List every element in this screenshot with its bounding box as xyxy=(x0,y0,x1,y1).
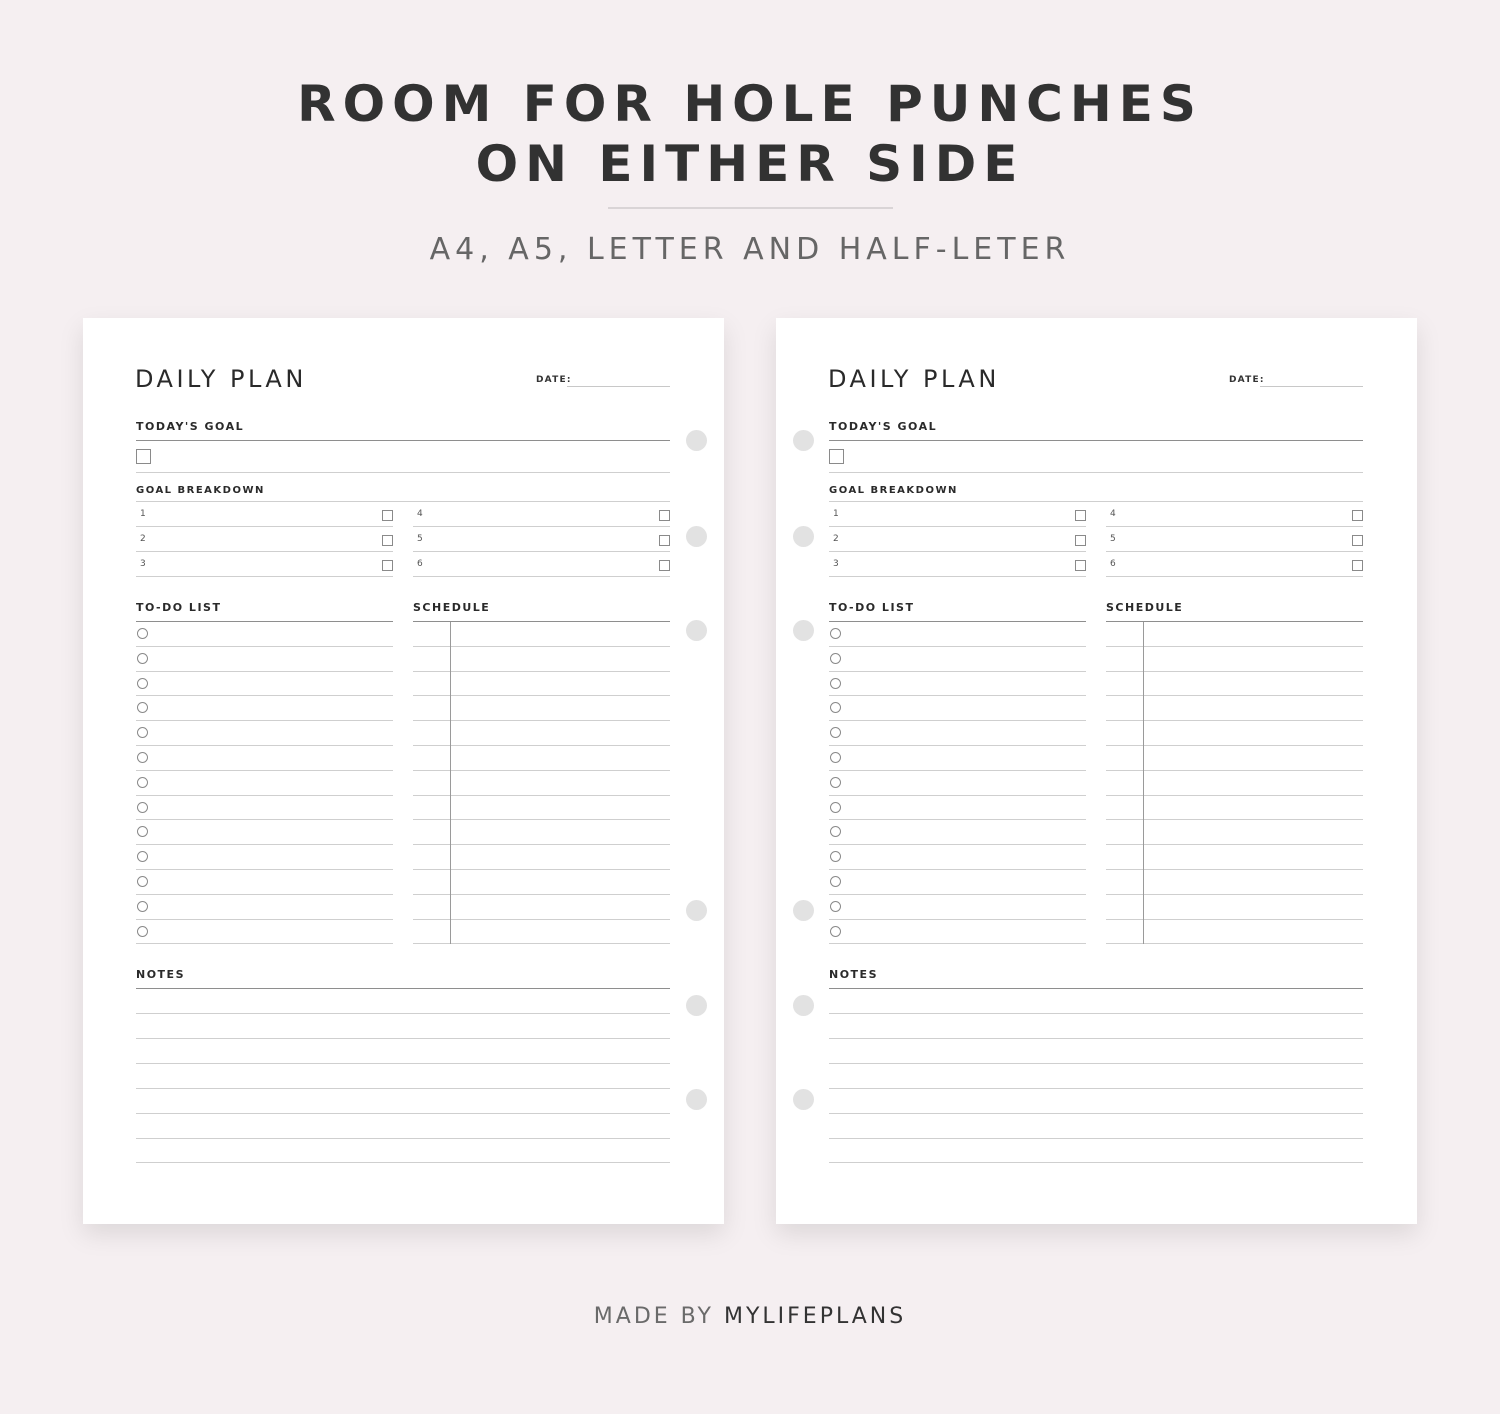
breakdown-number: 6 xyxy=(417,559,423,569)
breakdown-checkbox[interactable] xyxy=(659,535,670,546)
todo-checkbox-circle[interactable] xyxy=(137,901,148,912)
schedule-line xyxy=(1106,943,1363,944)
hole-punch xyxy=(686,995,707,1016)
schedule-line xyxy=(413,819,670,820)
todo-line xyxy=(136,919,393,920)
goal-checkbox[interactable] xyxy=(136,449,151,464)
breakdown-number: 3 xyxy=(833,559,839,569)
goal-checkbox[interactable] xyxy=(829,449,844,464)
notes-line xyxy=(829,1138,1363,1139)
breakdown-number: 2 xyxy=(140,534,146,544)
schedule-line xyxy=(1106,894,1363,895)
schedule-line xyxy=(413,943,670,944)
breakdown-checkbox[interactable] xyxy=(1352,510,1363,521)
schedule-line xyxy=(1106,869,1363,870)
notes-line xyxy=(829,1113,1363,1114)
breakdown-checkbox[interactable] xyxy=(382,510,393,521)
breakdown-checkbox[interactable] xyxy=(382,560,393,571)
todo-checkbox-circle[interactable] xyxy=(830,802,841,813)
notes-line xyxy=(136,1063,670,1064)
notes-line xyxy=(829,1162,1363,1163)
todo-checkbox-circle[interactable] xyxy=(137,653,148,664)
schedule-line xyxy=(1106,844,1363,845)
todo-checkbox-circle[interactable] xyxy=(137,876,148,887)
breakdown-line xyxy=(136,551,393,552)
schedule-rule xyxy=(413,621,670,622)
breakdown-line xyxy=(136,576,393,577)
breakdown-checkbox[interactable] xyxy=(1075,560,1086,571)
subtitle: A4, A5, LETTER AND HALF-LETER xyxy=(429,232,1071,267)
section-todays-goal: TODAY'S GOAL xyxy=(136,420,245,433)
schedule-time-divider xyxy=(450,622,451,944)
breakdown-line xyxy=(829,551,1086,552)
schedule-line xyxy=(1106,720,1363,721)
todo-line xyxy=(829,795,1086,796)
breakdown-line xyxy=(413,551,670,552)
todo-line xyxy=(829,919,1086,920)
todo-checkbox-circle[interactable] xyxy=(830,702,841,713)
schedule-line xyxy=(1106,770,1363,771)
notes-rule xyxy=(829,988,1363,989)
goal-line xyxy=(829,472,1363,473)
schedule-line xyxy=(413,919,670,920)
todo-line xyxy=(829,770,1086,771)
todo-checkbox-circle[interactable] xyxy=(830,752,841,763)
hole-punch xyxy=(686,900,707,921)
goal-line xyxy=(136,472,670,473)
breakdown-number: 4 xyxy=(1110,509,1116,519)
schedule-line xyxy=(413,646,670,647)
breakdown-checkbox[interactable] xyxy=(1075,535,1086,546)
footer-prefix: MADE BY xyxy=(593,1304,714,1329)
headline-line-1: ROOM FOR HOLE PUNCHES xyxy=(297,75,1203,133)
schedule-line xyxy=(1106,695,1363,696)
page-title: DAILY PLAN xyxy=(135,365,307,393)
schedule-line xyxy=(413,844,670,845)
todo-line xyxy=(136,844,393,845)
breakdown-checkbox[interactable] xyxy=(382,535,393,546)
schedule-line xyxy=(413,869,670,870)
todo-checkbox-circle[interactable] xyxy=(137,727,148,738)
notes-line xyxy=(136,1162,670,1163)
planner-page-left xyxy=(83,318,724,1224)
todo-line xyxy=(136,869,393,870)
todo-line xyxy=(136,745,393,746)
hole-punch xyxy=(793,900,814,921)
page-title: DAILY PLAN xyxy=(828,365,1000,393)
section-notes: NOTES xyxy=(829,968,878,981)
breakdown-line xyxy=(413,526,670,527)
todo-line xyxy=(136,795,393,796)
schedule-line xyxy=(1106,671,1363,672)
section-todo-list: TO-DO LIST xyxy=(136,601,222,614)
todo-line xyxy=(136,671,393,672)
breakdown-number: 2 xyxy=(833,534,839,544)
hole-punch xyxy=(793,526,814,547)
todo-checkbox-circle[interactable] xyxy=(830,851,841,862)
headline xyxy=(0,74,1500,194)
todo-checkbox-circle[interactable] xyxy=(830,876,841,887)
breakdown-line xyxy=(413,576,670,577)
hole-punch xyxy=(686,620,707,641)
todo-rule xyxy=(136,621,393,622)
todo-checkbox-circle[interactable] xyxy=(137,826,148,837)
todo-checkbox-circle[interactable] xyxy=(830,678,841,689)
goal-rule xyxy=(136,440,670,441)
todo-line xyxy=(829,819,1086,820)
notes-line xyxy=(829,1038,1363,1039)
goal-rule xyxy=(829,440,1363,441)
breakdown-number: 5 xyxy=(417,534,423,544)
breakdown-line xyxy=(1106,526,1363,527)
todo-checkbox-circle[interactable] xyxy=(137,926,148,937)
hole-punch xyxy=(686,430,707,451)
todo-checkbox-circle[interactable] xyxy=(830,727,841,738)
breakdown-checkbox[interactable] xyxy=(1352,560,1363,571)
section-todo-list: TO-DO LIST xyxy=(829,601,915,614)
todo-checkbox-circle[interactable] xyxy=(137,702,148,713)
breakdown-rule xyxy=(829,501,1363,502)
notes-line xyxy=(136,1113,670,1114)
todo-line xyxy=(829,720,1086,721)
todo-line xyxy=(136,819,393,820)
section-schedule: SCHEDULE xyxy=(1106,601,1184,614)
section-goal-breakdown: GOAL BREAKDOWN xyxy=(829,485,958,496)
todo-line xyxy=(829,894,1086,895)
todo-line xyxy=(136,943,393,944)
todo-checkbox-circle[interactable] xyxy=(830,653,841,664)
breakdown-line xyxy=(1106,551,1363,552)
schedule-line xyxy=(413,770,670,771)
breakdown-line xyxy=(829,576,1086,577)
todo-line xyxy=(829,671,1086,672)
todo-checkbox-circle[interactable] xyxy=(137,777,148,788)
schedule-line xyxy=(413,695,670,696)
todo-checkbox-circle[interactable] xyxy=(137,678,148,689)
notes-line xyxy=(829,1013,1363,1014)
breakdown-line xyxy=(829,526,1086,527)
todo-line xyxy=(136,770,393,771)
hole-punch xyxy=(793,430,814,451)
todo-line xyxy=(829,869,1086,870)
todo-checkbox-circle[interactable] xyxy=(830,826,841,837)
date-line xyxy=(567,386,670,387)
section-schedule: SCHEDULE xyxy=(413,601,491,614)
schedule-line xyxy=(1106,646,1363,647)
breakdown-line xyxy=(136,526,393,527)
notes-line xyxy=(829,1088,1363,1089)
todo-line xyxy=(136,695,393,696)
breakdown-checkbox[interactable] xyxy=(1352,535,1363,546)
todo-line xyxy=(136,646,393,647)
schedule-line xyxy=(413,795,670,796)
section-notes: NOTES xyxy=(136,968,185,981)
schedule-line xyxy=(413,720,670,721)
section-todays-goal: TODAY'S GOAL xyxy=(829,420,938,433)
todo-line xyxy=(829,695,1086,696)
date-label: DATE: xyxy=(536,375,572,385)
footer xyxy=(0,1304,1500,1329)
breakdown-checkbox[interactable] xyxy=(659,560,670,571)
todo-checkbox-circle[interactable] xyxy=(137,851,148,862)
breakdown-line xyxy=(1106,576,1363,577)
breakdown-number: 1 xyxy=(833,509,839,519)
schedule-line xyxy=(1106,745,1363,746)
todo-checkbox-circle[interactable] xyxy=(830,628,841,639)
breakdown-number: 6 xyxy=(1110,559,1116,569)
notes-rule xyxy=(136,988,670,989)
schedule-line xyxy=(1106,919,1363,920)
footer-brand: MYLIFEPLANS xyxy=(723,1304,907,1329)
schedule-line xyxy=(1106,819,1363,820)
todo-line xyxy=(829,646,1086,647)
date-line xyxy=(1260,386,1363,387)
notes-line xyxy=(829,1063,1363,1064)
todo-checkbox-circle[interactable] xyxy=(137,802,148,813)
todo-checkbox-circle[interactable] xyxy=(137,752,148,763)
todo-checkbox-circle[interactable] xyxy=(830,901,841,912)
breakdown-number: 5 xyxy=(1110,534,1116,544)
todo-line xyxy=(829,745,1086,746)
todo-line xyxy=(136,894,393,895)
todo-rule xyxy=(829,621,1086,622)
schedule-line xyxy=(413,894,670,895)
schedule-line xyxy=(1106,795,1363,796)
date-label: DATE: xyxy=(1229,375,1265,385)
breakdown-rule xyxy=(136,501,670,502)
planner-page-right xyxy=(776,318,1417,1224)
notes-line xyxy=(136,1138,670,1139)
schedule-line xyxy=(413,745,670,746)
breakdown-checkbox[interactable] xyxy=(659,510,670,521)
hole-punch xyxy=(793,1089,814,1110)
breakdown-number: 1 xyxy=(140,509,146,519)
section-goal-breakdown: GOAL BREAKDOWN xyxy=(136,485,265,496)
notes-line xyxy=(136,1088,670,1089)
notes-line xyxy=(136,1013,670,1014)
todo-line xyxy=(136,720,393,721)
notes-line xyxy=(136,1038,670,1039)
todo-line xyxy=(829,844,1086,845)
todo-line xyxy=(829,943,1086,944)
hole-punch xyxy=(793,995,814,1016)
schedule-rule xyxy=(1106,621,1363,622)
title-divider xyxy=(608,207,893,209)
schedule-time-divider xyxy=(1143,622,1144,944)
breakdown-checkbox[interactable] xyxy=(1075,510,1086,521)
headline-line-2: ON EITHER SIDE xyxy=(475,135,1025,193)
hole-punch xyxy=(793,620,814,641)
schedule-line xyxy=(413,671,670,672)
todo-checkbox-circle[interactable] xyxy=(830,777,841,788)
todo-checkbox-circle[interactable] xyxy=(830,926,841,937)
hole-punch xyxy=(686,526,707,547)
breakdown-number: 3 xyxy=(140,559,146,569)
hole-punch xyxy=(686,1089,707,1110)
todo-checkbox-circle[interactable] xyxy=(137,628,148,639)
breakdown-number: 4 xyxy=(417,509,423,519)
